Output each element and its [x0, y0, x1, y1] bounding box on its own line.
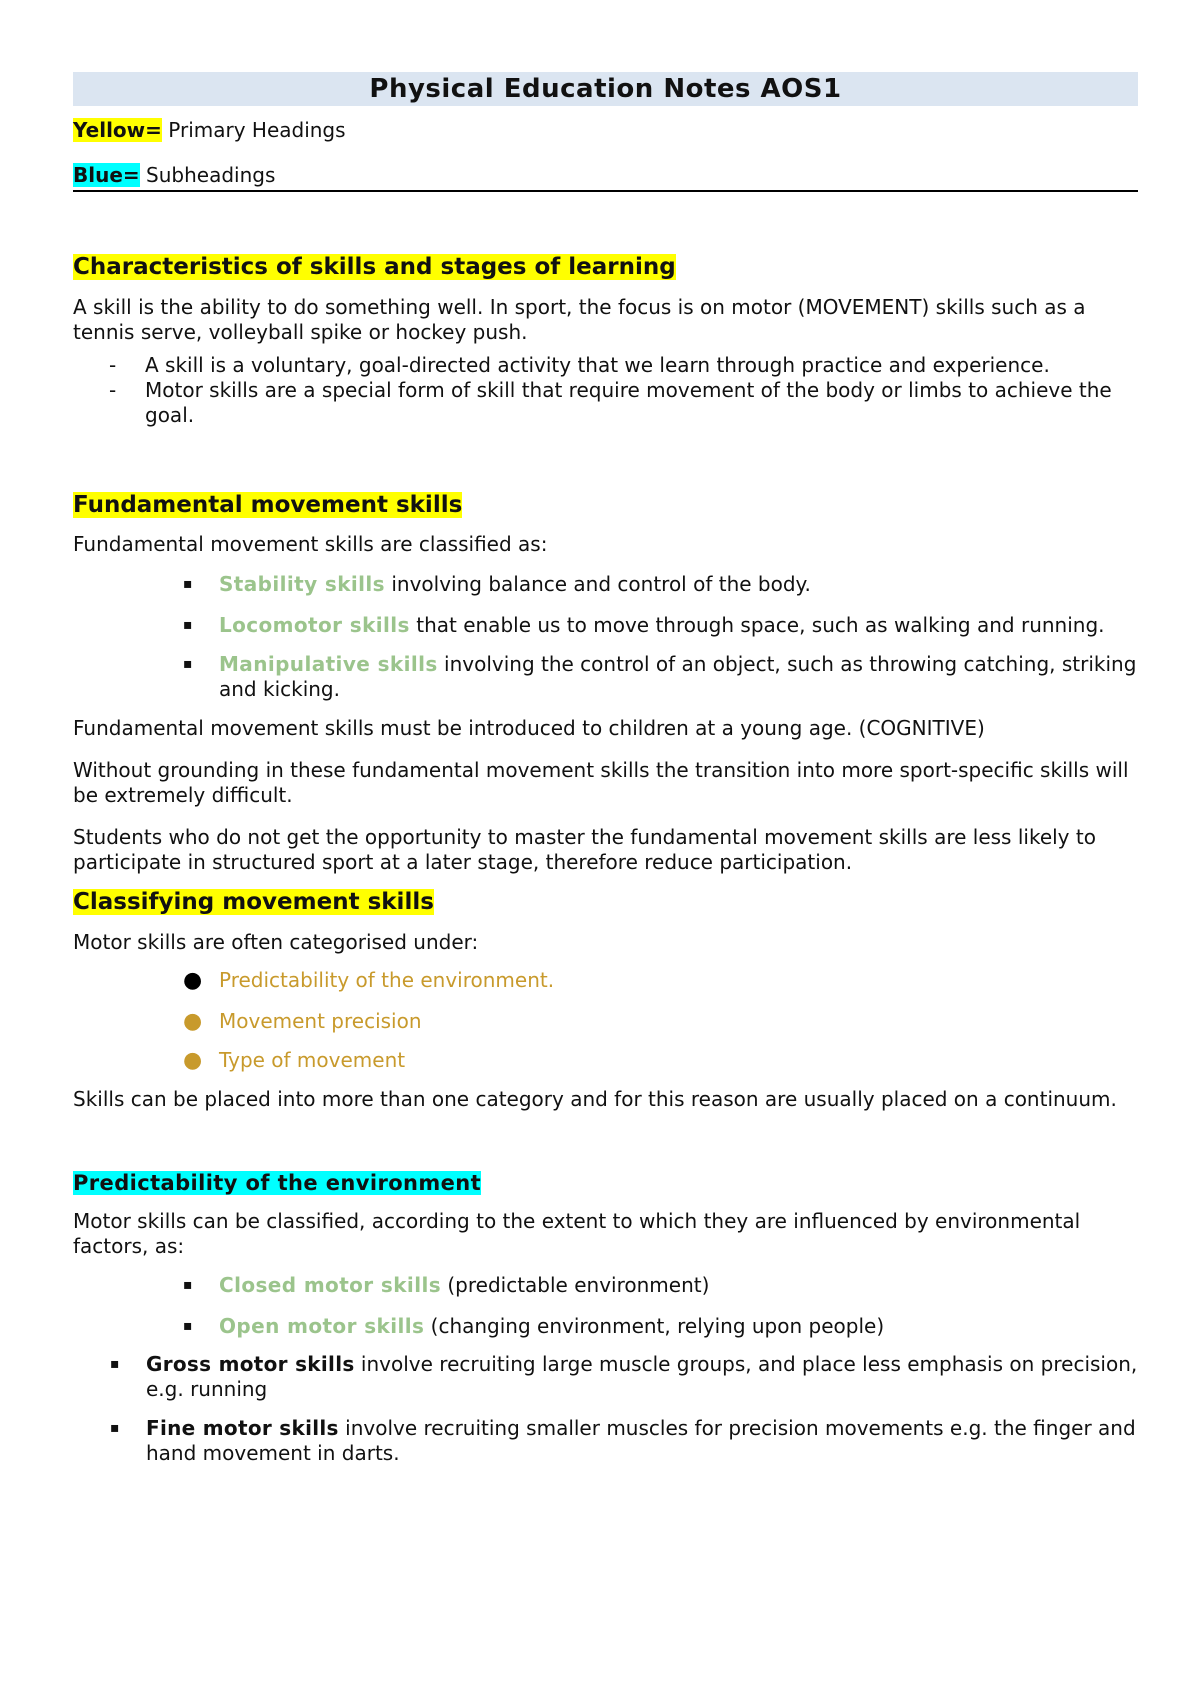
- document-page: [73, 72, 1138, 1466]
- header-divider: [73, 190, 1138, 192]
- bullet-icon: ●: [183, 968, 203, 993]
- legend-yellow: [73, 118, 1138, 143]
- gross-fine-list: [73, 1352, 1138, 1466]
- list-item: ● Movement precision: [183, 1009, 422, 1034]
- list-item: ▪ Fine motor skills involve recruiting smaller muscles for precision movements e.g. the finger and hand movement in darts.: [110, 1416, 1136, 1465]
- list-item: ● Type of movement: [183, 1048, 406, 1073]
- list-item: ▪ Closed motor skills (predictable environment): [183, 1273, 710, 1297]
- section3-outro: Skills can be placed into more than one category and for this reason are usually placed on a continuum.: [73, 1087, 1117, 1111]
- section4-intro: Motor skills can be classified, according to the extent to which they are influenced by environmental factors, as:: [73, 1209, 1081, 1258]
- motor-skill-types-list: [73, 1273, 1138, 1339]
- list-item: - A skill is a voluntary, goal-directed activity that we learn through practice and experience.: [109, 353, 1050, 377]
- legend-yellow-desc: Primary Headings: [161, 118, 346, 142]
- square-bullet-icon: ▪: [183, 617, 193, 633]
- heading-fundamental-movement-skills: Fundamental movement skills: [73, 492, 463, 518]
- page-title: Physical Education Notes AOS1: [73, 72, 1138, 106]
- section2-intro: Fundamental movement skills are classified as:: [73, 532, 548, 556]
- bullet-icon: ●: [183, 1048, 203, 1073]
- heading-characteristics: Characteristics of skills and stages of learning: [73, 254, 676, 280]
- section1-intro: A skill is the ability to do something well. In sport, the focus is on motor (MOVEMENT) skills such as a tennis serve, volleyball spike or hockey push.: [73, 295, 1086, 344]
- square-bullet-icon: ▪: [110, 1356, 120, 1372]
- square-bullet-icon: ▪: [183, 576, 193, 592]
- legend-blue-key: Blue=: [73, 163, 140, 187]
- list-item: ▪ Manipulative skills involving the control of an object, such as throwing catching, striking and kicking.: [183, 652, 1137, 701]
- square-bullet-icon: ▪: [183, 1277, 193, 1293]
- bullet-icon: ●: [183, 1009, 203, 1034]
- list-item: ▪ Open motor skills (changing environment, relying upon people): [183, 1314, 885, 1338]
- section2-para1: Fundamental movement skills must be introduced to children at a young age. (COGNITIVE): [73, 716, 985, 740]
- list-item: - Motor skills are a special form of skill that require movement of the body or limbs to achieve the goal.: [109, 378, 1112, 427]
- legend-yellow-key: Yellow=: [73, 118, 162, 142]
- section3-intro: Motor skills are often categorised under:: [73, 930, 479, 954]
- list-item: ▪ Locomotor skills that enable us to move through space, such as walking and running.: [183, 613, 1105, 637]
- list-item: ● Predictability of the environment.: [183, 968, 555, 993]
- heading-classifying-movement-skills: Classifying movement skills: [73, 889, 434, 915]
- section2-para2: Without grounding in these fundamental movement skills the transition into more sport-specific skills will be extremely difficult.: [73, 758, 1129, 807]
- categories-list: [73, 968, 1138, 1073]
- list-item: ▪ Gross motor skills involve recruiting large muscle groups, and place less emphasis on precision, e.g. running: [110, 1352, 1138, 1401]
- legend-blue: [73, 163, 1138, 188]
- subheading-predictability: Predictability of the environment: [73, 1171, 482, 1195]
- fms-list: [73, 572, 1138, 702]
- section1-points: [73, 353, 1138, 428]
- square-bullet-icon: ▪: [183, 1318, 193, 1334]
- dash-marker: -: [109, 378, 117, 402]
- dash-marker: -: [109, 353, 117, 377]
- legend-blue-desc: Subheadings: [139, 163, 276, 187]
- section2-para3: Students who do not get the opportunity to master the fundamental movement skills are less likely to participate in structured sport at a later stage, therefore reduce participation.: [73, 825, 1096, 874]
- square-bullet-icon: ▪: [110, 1420, 120, 1436]
- square-bullet-icon: ▪: [183, 656, 193, 672]
- list-item: ▪ Stability skills involving balance and control of the body.: [183, 572, 811, 596]
